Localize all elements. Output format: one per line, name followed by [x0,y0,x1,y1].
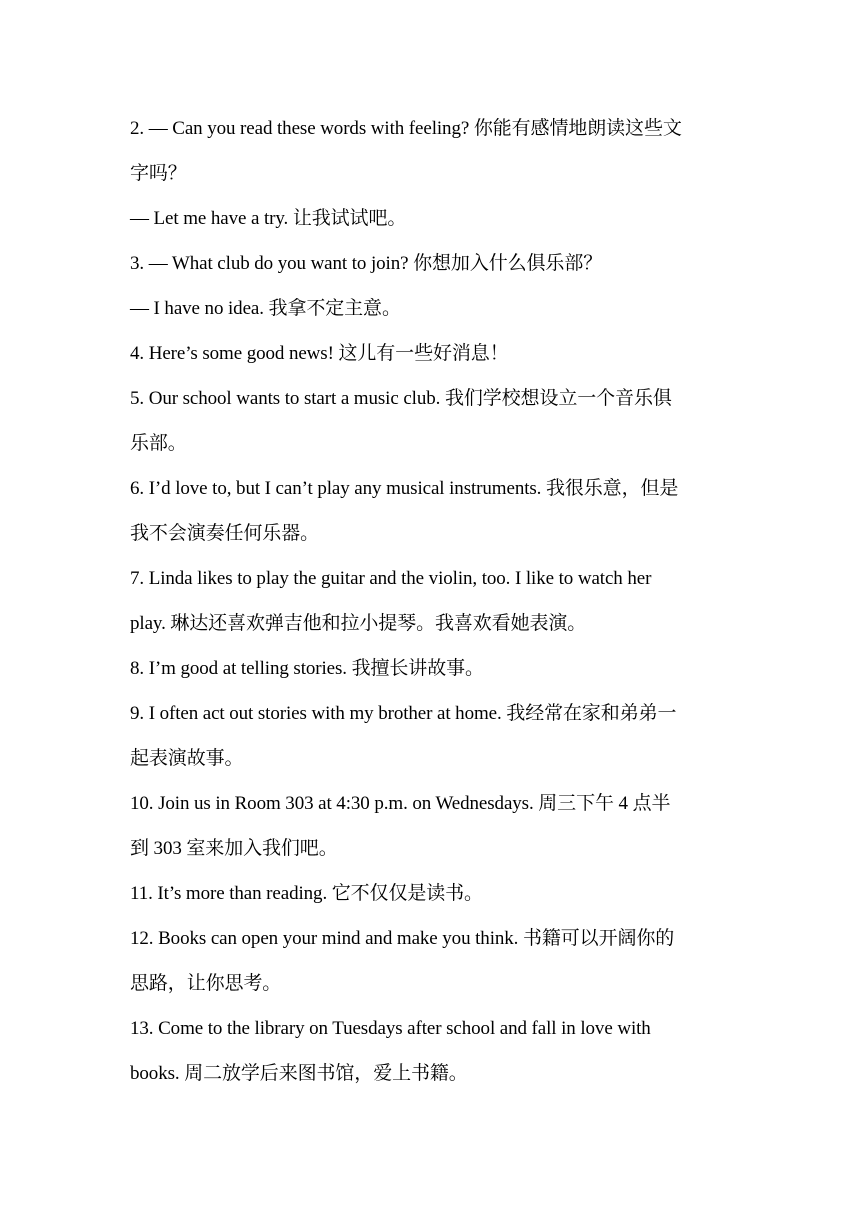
text-line: 3. — What club do you want to join? 你想加入什么俱乐部？ [130,253,603,274]
text-line: 7. Linda likes to play the guitar and the violin, too. I like to watch her [130,568,652,589]
text-line: 6. I’d love to, but I can’t play any musical instruments. 我很乐意，但是 [130,478,679,499]
text-line: — Let me have a try. 让我试试吧。 [130,208,407,229]
text-line: 思路，让你思考。 [130,973,282,994]
text-line: — I have no idea. 我拿不定主意。 [130,298,401,319]
text-line: books. 周二放学后来图书馆，爱上书籍。 [130,1063,468,1084]
text-line: 10. Join us in Room 303 at 4:30 p.m. on Wednesdays. 周三下午 4 点半 [130,793,671,814]
text-line: 4. Here’s some good news! 这儿有一些好消息！ [130,343,509,364]
text-line: play. 琳达还喜欢弹吉他和拉小提琴。我喜欢看她表演。 [130,613,587,634]
text-line: 我不会演奏任何乐器。 [130,523,320,544]
text-line: 起表演故事。 [130,748,244,769]
text-line: 5. Our school wants to start a music club. 我们学校想设立一个音乐俱 [130,388,672,409]
text-line: 2. — Can you read these words with feeling? 你能有感情地朗读这些文 [130,118,682,139]
text-line: 13. Come to the library on Tuesdays after school and fall in love with [130,1018,651,1039]
text-line: 乐部。 [130,433,187,454]
text-line: 11. It’s more than reading. 它不仅仅是读书。 [130,883,483,904]
document-body [130,106,730,1096]
text-line: 12. Books can open your mind and make you think. 书籍可以开阔你的 [130,928,675,949]
text-line: 到 303 室来加入我们吧。 [130,838,338,859]
text-line: 字吗？ [130,163,187,184]
text-line: 8. I’m good at telling stories. 我擅长讲故事。 [130,658,484,679]
text-line: 9. I often act out stories with my brother at home. 我经常在家和弟弟一 [130,703,677,724]
